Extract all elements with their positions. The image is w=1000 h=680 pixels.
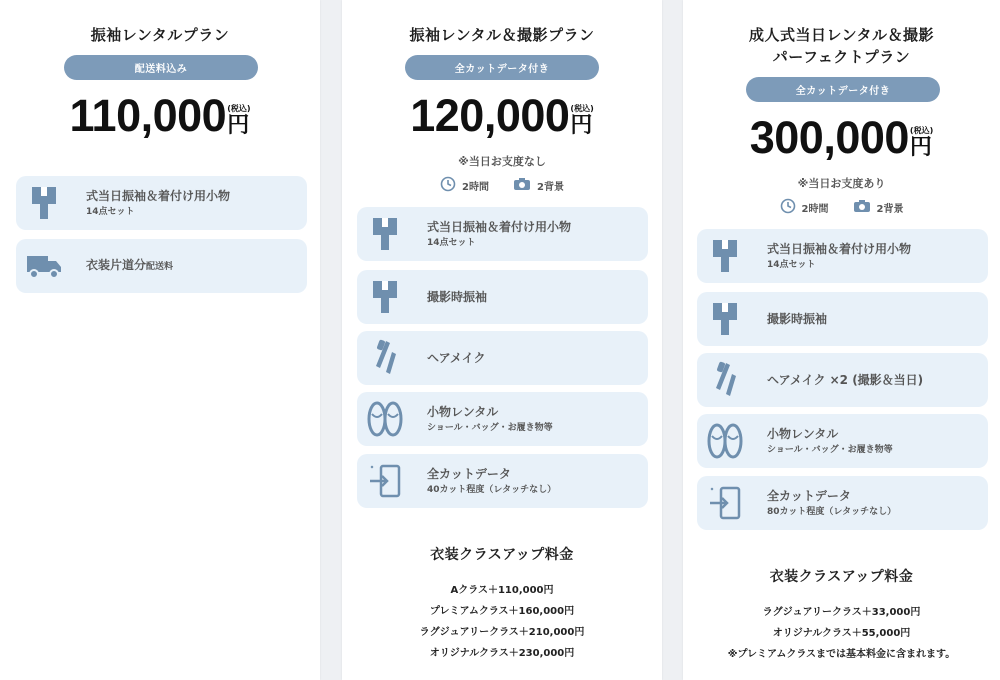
feature-title: 式当日振袖＆着付け用小物 bbox=[767, 241, 912, 256]
feature-title: 小物レンタル bbox=[767, 426, 839, 441]
plan-note: ※当日お支度なし bbox=[458, 155, 546, 168]
plan-meta bbox=[683, 198, 1000, 217]
upgrade-line: オリジナルクラス＋230,000円 bbox=[429, 648, 575, 659]
feature-title: 全カットデータ bbox=[427, 466, 511, 481]
plan-price bbox=[683, 112, 1000, 163]
plan-badge: 全カットデータ付き bbox=[405, 55, 599, 80]
upgrade-line: ※プレミアムクラスまでは基本料金に含まれます。 bbox=[727, 649, 956, 660]
furisode-icon bbox=[365, 214, 405, 254]
feature-item bbox=[697, 353, 988, 407]
yen-label: 円 bbox=[227, 113, 250, 138]
plan-price bbox=[342, 90, 662, 141]
feature-item bbox=[357, 392, 648, 446]
duration-label: 2時間 bbox=[801, 204, 829, 215]
sandals-icon bbox=[365, 399, 405, 439]
hair-makeup-icon bbox=[705, 360, 745, 400]
feature-sub: 80カット程度（レタッチなし） bbox=[767, 506, 897, 517]
price-value: 120,000 bbox=[410, 90, 570, 141]
feature-item bbox=[16, 176, 307, 230]
plan-title: 振袖レンタル＆撮影プラン bbox=[409, 26, 595, 44]
hair-makeup-icon bbox=[365, 338, 405, 378]
upgrade-line: ラグジュアリークラス＋210,000円 bbox=[419, 627, 585, 638]
backgrounds-label: 2背景 bbox=[537, 182, 564, 193]
feature-title: 撮影時振袖 bbox=[767, 312, 828, 326]
feature-sub: ショール・バッグ・お履き物等 bbox=[427, 422, 553, 433]
feature-title: 小物レンタル bbox=[427, 404, 499, 419]
upgrade-title: 衣装クラスアップ料金 bbox=[430, 547, 574, 563]
plan-meta bbox=[342, 176, 662, 195]
backgrounds-label: 2背景 bbox=[876, 204, 904, 215]
feature-title: 式当日振袖＆着付け用小物 bbox=[86, 188, 231, 203]
plan-badge: 配送料込み bbox=[64, 55, 258, 80]
furisode-icon bbox=[705, 299, 745, 339]
plan-title-line1: 成人式当日レンタル＆撮影 bbox=[748, 26, 935, 44]
furisode-icon bbox=[365, 277, 405, 317]
feature-title-small: 配送料 bbox=[146, 262, 174, 272]
feature-title: 全カットデータ bbox=[767, 488, 851, 503]
plan-card-rental-photo bbox=[342, 0, 662, 680]
price-value: 300,000 bbox=[749, 112, 909, 163]
feature-title: ヘアメイク ×2 (撮影＆当日) bbox=[767, 373, 924, 387]
feature-sub: 14点セット bbox=[86, 206, 135, 217]
price-value: 110,000 bbox=[69, 90, 227, 141]
plan-note: ※当日お支度あり bbox=[797, 177, 886, 190]
tablet-data-icon bbox=[365, 461, 405, 501]
plan-price bbox=[0, 90, 320, 141]
feature-title: 式当日振袖＆着付け用小物 bbox=[427, 219, 572, 234]
feature-title: 撮影時振袖 bbox=[427, 290, 488, 304]
yen-label: 円 bbox=[909, 135, 932, 160]
duration-label: 2時間 bbox=[462, 182, 489, 193]
sandals-icon bbox=[705, 421, 745, 461]
plan-title-line2: パーフェクトプラン bbox=[772, 48, 911, 66]
feature-item bbox=[357, 331, 648, 385]
feature-item bbox=[697, 414, 988, 468]
furisode-icon bbox=[24, 183, 64, 223]
plan-card-rental bbox=[0, 0, 320, 680]
feature-item bbox=[697, 229, 988, 283]
camera-icon bbox=[513, 177, 531, 194]
truck-icon bbox=[24, 246, 64, 286]
plan-title: 振袖レンタルプラン bbox=[90, 26, 230, 44]
upgrade-title: 衣装クラスアップ料金 bbox=[769, 569, 914, 585]
upgrade-line: オリジナルクラス＋55,000円 bbox=[772, 628, 911, 639]
plan-card-perfect bbox=[683, 0, 1000, 680]
upgrade-line: Aクラス＋110,000円 bbox=[450, 585, 554, 596]
feature-title: ヘアメイク bbox=[427, 351, 486, 365]
upgrade-list bbox=[342, 580, 662, 664]
tablet-data-icon bbox=[705, 483, 745, 523]
feature-item bbox=[357, 270, 648, 324]
furisode-icon bbox=[705, 236, 745, 276]
tax-label: (税込) bbox=[227, 104, 251, 113]
camera-icon bbox=[853, 199, 871, 216]
yen-label: 円 bbox=[570, 113, 593, 138]
feature-sub: 14点セット bbox=[427, 237, 476, 248]
upgrade-line: プレミアムクラス＋160,000円 bbox=[429, 606, 575, 617]
plan-badge: 全カットデータ付き bbox=[746, 77, 940, 102]
upgrade-line: ラグジュアリークラス＋33,000円 bbox=[762, 607, 921, 618]
tax-label: (税込) bbox=[909, 126, 934, 135]
feature-sub: 14点セット bbox=[767, 259, 816, 270]
upgrade-list bbox=[683, 602, 1000, 665]
feature-item bbox=[697, 292, 988, 346]
feature-sub: 40カット程度（レタッチなし） bbox=[427, 484, 557, 495]
clock-icon bbox=[780, 198, 796, 217]
feature-item bbox=[357, 207, 648, 261]
feature-item bbox=[697, 476, 988, 530]
feature-item bbox=[16, 239, 307, 293]
feature-sub: ショール・バッグ・お履き物等 bbox=[767, 444, 893, 455]
feature-item bbox=[357, 454, 648, 508]
clock-icon bbox=[440, 176, 456, 195]
tax-label: (税込) bbox=[570, 104, 594, 113]
feature-title: 衣装片道分 bbox=[86, 258, 147, 272]
